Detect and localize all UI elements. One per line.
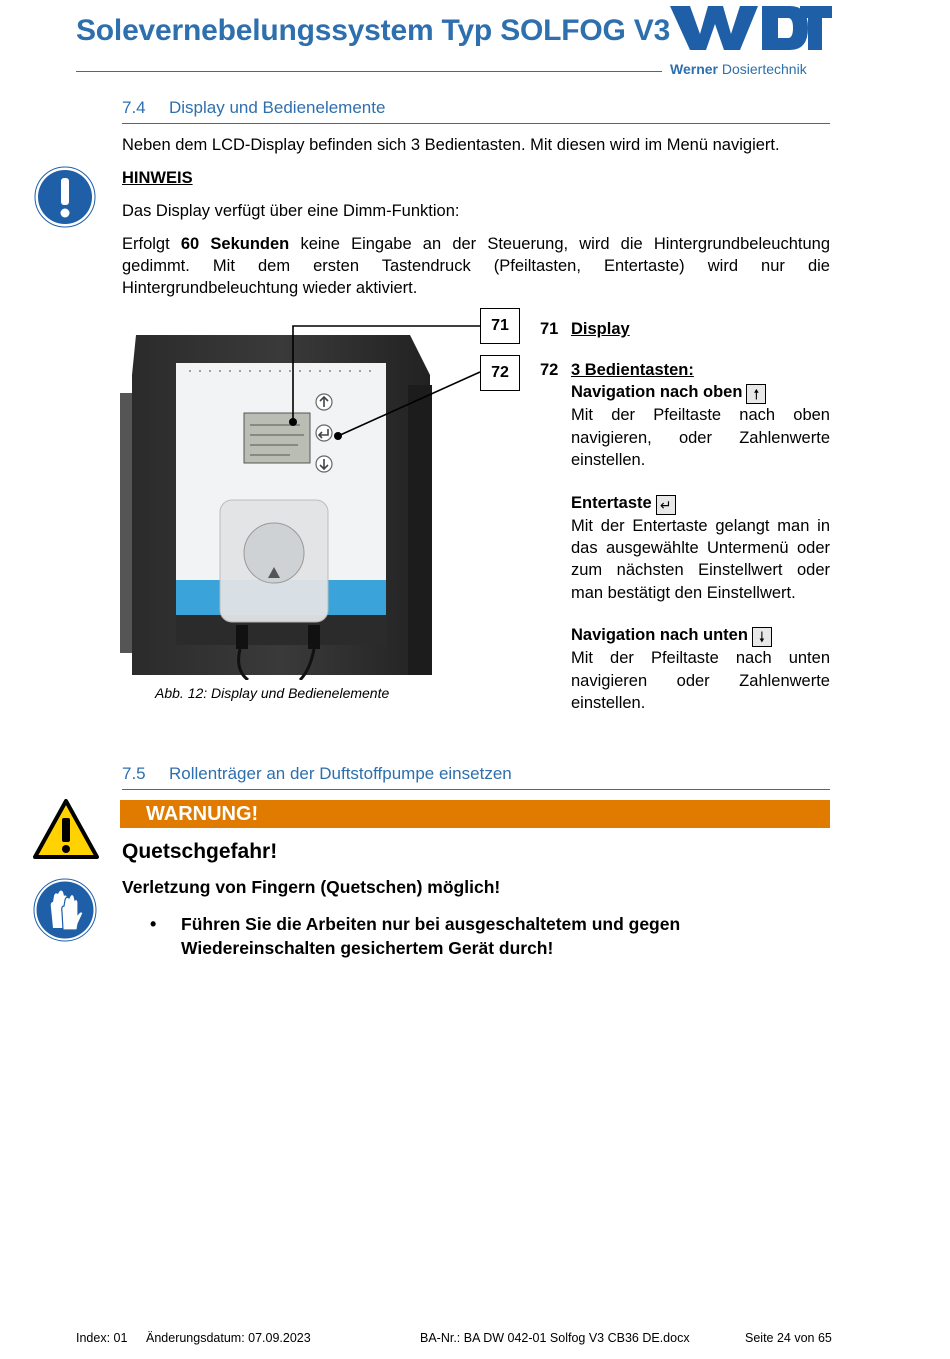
- figure-caption: Abb. 12: Display und Bedienelemente: [155, 685, 390, 701]
- callout-72: 72: [480, 355, 520, 391]
- section-heading-7-5: 7.5 Rollenträger an der Duftstoffpumpe einsetzen: [122, 764, 512, 783]
- nav-down-title: Navigation nach unten 🠗: [571, 624, 830, 647]
- bullet-dot: •: [150, 914, 157, 934]
- warning-triangle-icon: [32, 798, 100, 860]
- info-exclamation-icon: [34, 166, 96, 228]
- enter-title: Entertaste ↵: [571, 492, 830, 515]
- device-photo: [120, 325, 440, 680]
- legend-item-71: 71 Display: [540, 320, 630, 338]
- callout-71: 71: [480, 308, 520, 344]
- footer-page: Seite 24 von 65: [745, 1331, 832, 1345]
- legend-72-title: 3 Bedientasten:: [571, 361, 694, 379]
- document-title: Solevernebelungssystem Typ SOLFOG V3: [76, 14, 671, 47]
- section-heading-7-4: 7.4 Display und Bedienelemente: [122, 98, 386, 117]
- footer-ba-number: BA-Nr.: BA DW 042-01 Solfog V3 CB36 DE.docx: [420, 1331, 690, 1345]
- warning-banner: WARNUNG!: [120, 800, 830, 828]
- legend-item-72: 72 3 Bedientasten: Navigation nach oben 🠕 Mit der Pfeiltaste nach oben navigieren, oder Zahlenwerte einstellen. Entertaste ↵ Mit der Entertaste gelangt man in das ausgewählte Untermenü oder zum nächsten Einstellwert oder man bestätigt den Einstellwert. Navigation nach unten 🠗 Mit der Pfeiltaste nach unten navigieren oder Zahlenwerte einstellen.: [540, 359, 830, 709]
- notice-label: HINWEIS: [122, 169, 193, 187]
- safety-instruction: Führen Sie die Arbeiten nur bei ausgeschaltetem und gegen Wiedereinschalten gesichertem Gerät durch!: [181, 914, 681, 958]
- arrow-down-key-icon: 🠗: [752, 627, 772, 647]
- footer-index: Index: 01: [76, 1331, 128, 1345]
- enter-key-icon: ↵: [656, 495, 676, 515]
- danger-title: Quetschgefahr!: [122, 840, 278, 863]
- nav-up-title: Navigation nach oben 🠕: [571, 381, 830, 404]
- nav-up-text: Mit der Pfeiltaste nach oben navigieren, oder Zahlenwerte einstellen.: [571, 406, 830, 470]
- notice-text: Das Display verfügt über eine Dimm-Funktion:: [122, 202, 460, 220]
- wear-gloves-icon: [33, 878, 97, 942]
- nav-down-text: Mit der Pfeiltaste nach unten navigieren oder Zahlenwerte einstellen.: [571, 649, 830, 713]
- danger-subtitle: Verletzung von Fingern (Quetschen) möglich!: [122, 877, 501, 897]
- footer-date: Änderungsdatum: 07.09.2023: [146, 1331, 311, 1345]
- enter-text: Mit der Entertaste gelangt man in das ausgewählte Untermenü oder zum nächsten Einstellwert oder man bestätigt den Einstellwert.: [571, 516, 830, 602]
- section-rule: [122, 789, 830, 790]
- section-rule: [122, 123, 830, 124]
- arrow-up-key-icon: 🠕: [746, 384, 766, 404]
- dimming-paragraph: Erfolgt 60 Sekunden keine Eingabe an der Steuerung, wird die Hintergrundbeleuchtung gedimmt. Mit dem ersten Tastendruck (Pfeiltasten, Entertaste) wird nur die Hintergrundbeleuchtung wieder aktiviert.: [122, 235, 831, 297]
- header-divider: [76, 71, 662, 72]
- intro-paragraph: Neben dem LCD-Display befinden sich 3 Bedientasten. Mit diesen wird im Menü navigiert.: [122, 136, 780, 154]
- logo-caption: Werner Dosiertechnik: [670, 61, 807, 77]
